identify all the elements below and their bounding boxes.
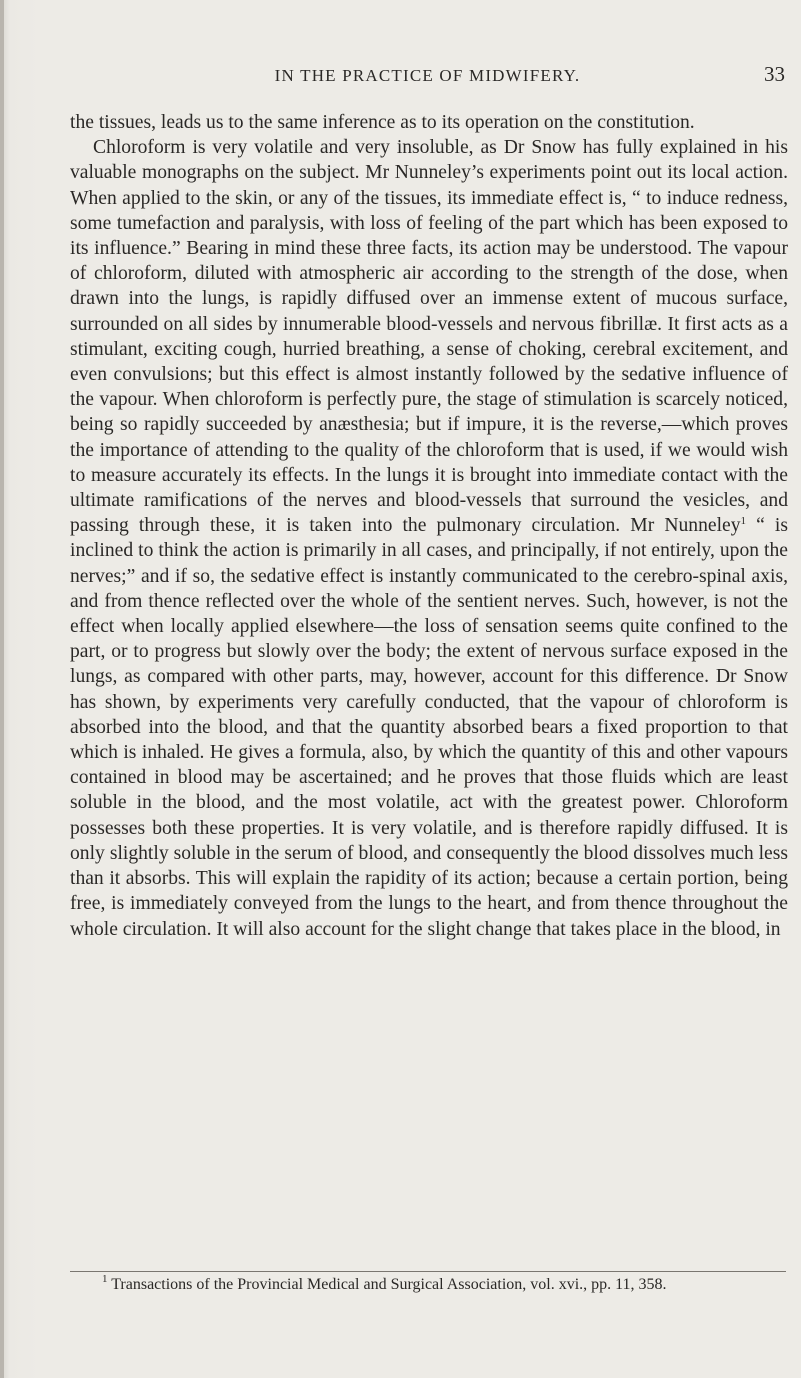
footnote-marker: 1 bbox=[102, 1273, 108, 1285]
paragraph-2 bbox=[70, 135, 788, 942]
body-text bbox=[70, 110, 788, 942]
paragraph-2-part-b: “ is inclined to think the action is primarily in all cases, and principally, if not entirely, upon the nerves;” and if so, the sedative effect is instantly communicated to the cerebro-spinal axis, and from thence reflected over the whole of the sentient nerves. Such, however, is not the effect when locally applied elsewhere—the loss of sensation seems quite confined to the part, or to progress but slowly over the body; the extent of nervous surface exposed in the lungs, as compared with other parts, may, however, account for this difference. Dr Snow has shown, by experiments very carefully conducted, that the vapour of chloroform is absorbed into the blood, and that the quantity absorbed bears a fixed proportion to that which is inhaled. He gives a formula, also, by which the quantity of this and other vapours contained in blood may be ascertained; and he proves that those fluids which are least soluble in the blood, and the most volatile, act with the greatest power. Chloroform possesses both these properties. It is very volatile, and is therefore rapidly diffused. It is only slightly soluble in the serum of blood, and consequently the blood dissolves much less than it absorbs. This will explain the rapidity of its action; because a certain portion, being free, is immediately conveyed from the lungs to the heart, and from thence throughout the whole circulation. It will also account for the slight change that takes place in the blood, in bbox=[70, 515, 789, 940]
footnote bbox=[70, 1273, 786, 1294]
footnote-rule bbox=[70, 1271, 786, 1272]
footnote-text: Transactions of the Provincial Medical and Surgical Association, vol. xvi., pp. 11, 358. bbox=[107, 1276, 667, 1293]
footnote-reference: 1 bbox=[740, 515, 747, 528]
page-number: 33 bbox=[764, 62, 785, 86]
page-header bbox=[70, 62, 785, 92]
paragraph-1: the tissues, leads us to the same inference as to its operation on the constitution. bbox=[70, 112, 695, 133]
paragraph-2-part-a: Chloroform is very volatile and very insoluble, as Dr Snow has fully explained in his valuable monographs on the subject. Mr Nunneley’s experiments point out its local action. When applied to the skin, or any of the tissues, its immediate effect is, “ to induce redness, some tumefaction and paralysis, with loss of feeling of the part which has been exposed to its influence.” Bearing in mind these three facts, its action may be understood. The vapour of chloroform, diluted with atmospheric air according to the strength of the dose, when drawn into the lungs, is rapidly diffused over an immense extent of mucous surface, surrounded on all sides by innumerable blood-vessels and nervous fibrillæ. It first acts as a stimulant, exciting cough, hurried breathing, a sense of choking, cerebral excitement, and even convulsions; but this effect is almost instantly followed by the sedative influence of the vapour. When chloroform is perfectly pure, the stage of stimulation is scarcely noticed, being so rapidly succeeded by anæsthesia; but if impure, it is the reverse,—which proves the importance of attending to the quality of the chloroform that is used, if we would wish to measure accurately its effects. In the lungs it is brought into immediate contact with the ultimate ramifications of the nerves and blood-vessels that surround the vesicles, and passing through these, it is taken into the pulmonary circulation. Mr Nunneley bbox=[70, 137, 788, 537]
running-head: IN THE PRACTICE OF MIDWIFERY. bbox=[274, 66, 581, 85]
page-edge-shadow bbox=[0, 0, 4, 1378]
